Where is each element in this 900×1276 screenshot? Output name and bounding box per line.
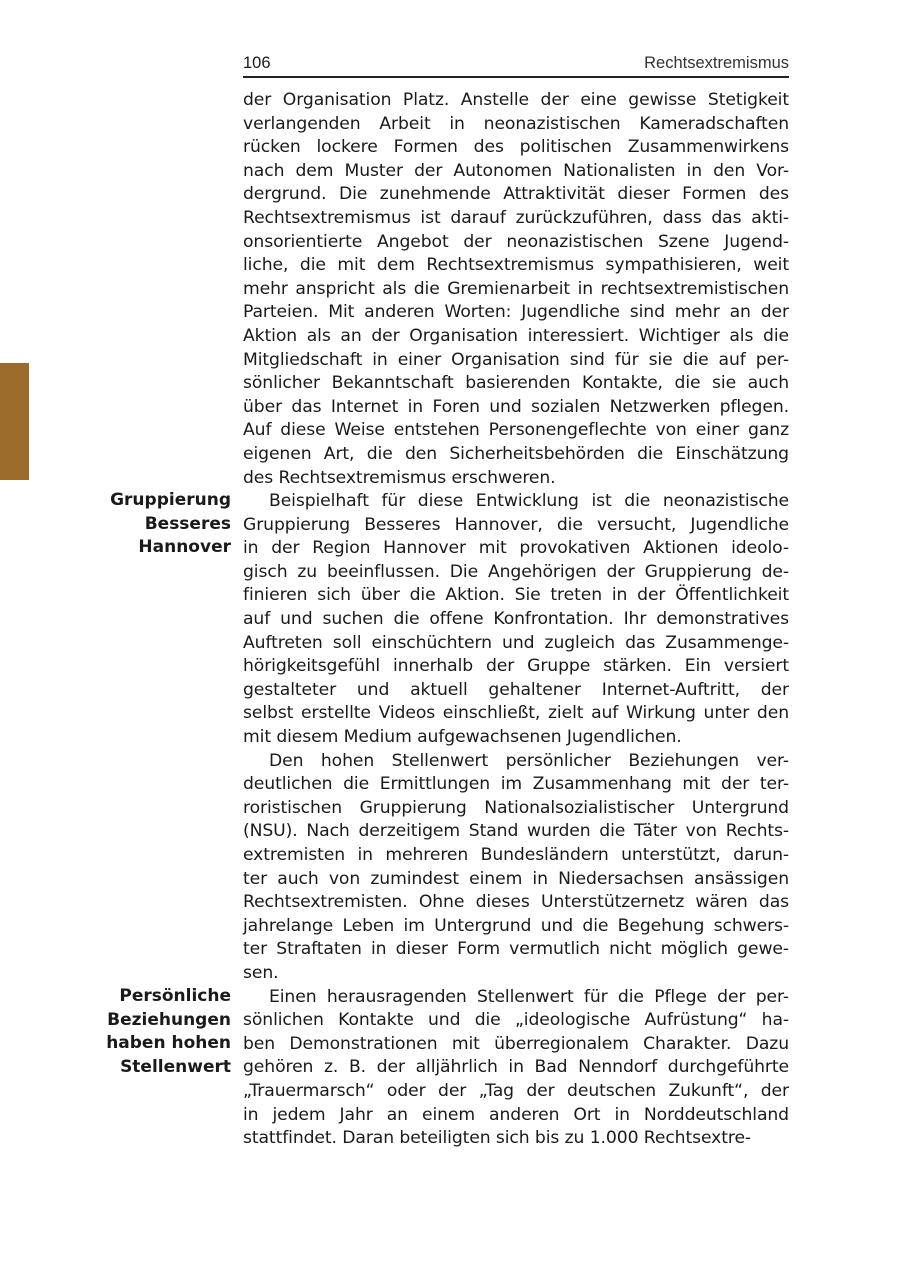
text-line [243,89,789,113]
text-line [243,655,789,679]
text-line-content: finieren sich über die Aktion. Sie treten in der Öffentlichkeit [243,585,789,606]
text-line-content: rücken lockere Formen des politischen Zusammenwirkens [243,137,789,158]
paragraph [243,490,789,750]
text-line [243,773,789,797]
text-line [243,1080,789,1104]
text-line [243,136,789,160]
margin-note-line: haben hohen [106,1033,231,1054]
text-line-content: ter Straftaten in dieser Form vermutlich nicht möglich gewe- [243,939,789,960]
margin-note-line: Persönliche [119,986,231,1006]
text-line-content: onsorientierte Angebot der neonazistischen Szene Jugend- [243,231,789,252]
text-line [243,325,789,349]
text-line-content: eigenen Art, die den Sicherheitsbehörden die Einschätzung [243,443,789,464]
text-line-content: mehr anspricht als die Gremienarbeit in rechtsextremistischen [243,278,789,299]
text-line [243,561,789,585]
text-line [243,797,789,821]
text-line-content: Den hohen Stellenwert persönlicher Beziehungen ver- [269,750,789,771]
text-line [243,726,789,750]
text-line [243,419,789,443]
text-line-content: sönlichen Kontakte und die „ideologische Aufrüstung“ ha- [243,1010,789,1031]
text-line-content: extremisten in mehreren Bundesländern unterstützt, darun- [243,845,789,865]
paragraph [243,986,789,1151]
text-line-content: deutlichen die Ermittlungen im Zusammenhang mit der ter- [243,774,789,795]
text-line-content: über das Internet in Foren und sozialen Netzwerken pflegen. [243,396,789,417]
text-line [243,632,789,656]
body-text [243,89,789,1151]
margin-note-besseres-hannover [110,489,231,560]
margin-note-line: Gruppierung [110,490,231,510]
text-line-content: des Rechtsextremismus erschweren. [243,467,556,488]
text-line [243,183,789,207]
text-line-content: Aktion als an der Organisation interessiert. Wichtiger als die [243,325,789,346]
page-number: 106 [243,54,271,72]
text-line [243,537,789,561]
text-line-content: Auftreten soll einschüchtern und zugleich das Zusammenge- [243,632,789,653]
text-line-content: sen. [243,962,279,983]
text-line [243,490,789,514]
paragraph [243,750,789,986]
text-line [243,278,789,302]
text-line [243,608,789,632]
running-title: Rechtsextremismus [644,54,789,72]
text-line [243,1033,789,1057]
text-line-content: Parteien. Mit anderen Worten: Jugendliche sind mehr an der [243,302,789,323]
text-line [243,891,789,915]
text-line-content: gestalteter und aktuell gehaltener Internet-Auftritt, der [243,679,789,700]
text-line-content: Mitgliedschaft in einer Organisation sind für sie die auf per- [243,349,789,370]
text-line [243,962,789,986]
text-line [243,301,789,325]
text-line-content: dergrund. Die zunehmende Attraktivität dieser Formen des [243,184,789,205]
text-line-content: gehören z. B. der alljährlich in Bad Nenndorf durchgeführte [243,1057,789,1078]
text-line-content: gisch zu beeinflussen. Die Angehörigen der Gruppierung de- [243,561,789,582]
text-line [243,820,789,844]
text-line [243,986,789,1010]
text-line-content: Rechtsextremisten. Ohne dieses Unterstützernetz wären das [243,892,789,913]
text-line [243,113,789,137]
text-line-content: jahrelange Leben im Untergrund und die Begehung schwers- [243,915,789,936]
text-line-content: hörigkeitsgefühl innerhalb der Gruppe stärken. Ein versiert [243,656,789,677]
text-line [243,514,789,538]
text-line [243,584,789,608]
text-line [243,679,789,703]
text-line-content: Gruppierung Besseres Hannover, die versucht, Jugendliche [243,514,789,535]
text-line [243,1009,789,1033]
margin-note-persoenliche-beziehungen [106,985,231,1079]
text-line [243,702,789,726]
text-line [243,1056,789,1080]
text-line-content: selbst erstellte Videos einschließt, zielt auf Wirkung unter den [243,703,789,724]
text-line [243,396,789,420]
text-line-content: der Organisation Platz. Anstelle der eine gewisse Stetigkeit [243,90,789,110]
text-line-content: ben Demonstrationen mit überregionalem Charakter. Dazu [243,1033,789,1054]
text-line [243,868,789,892]
text-line [243,443,789,467]
running-header [243,52,789,78]
margin-note-line: Besseres [144,513,231,534]
text-line [243,207,789,231]
text-line-content: (NSU). Nach derzeitigem Stand wurden die Täter von Rechts- [243,821,789,842]
text-line-content: Beispielhaft für diese Entwicklung ist die neonazistische [269,491,789,512]
text-line [243,372,789,396]
paragraph [243,89,789,490]
chapter-thumb-tab [0,363,29,480]
text-line [243,160,789,184]
text-line-content: in der Region Hannover mit provokativen Aktionen ideolo- [243,538,789,559]
text-line-content: Einen herausragenden Stellenwert für die Pflege der per- [269,986,789,1007]
text-line [243,915,789,939]
text-line [243,1104,789,1128]
text-line-content: roristischen Gruppierung Nationalsozialistischer Untergrund [243,797,789,818]
text-line-content: Auf diese Weise entstehen Personengeflechte von einer ganz [243,420,789,441]
text-line [243,231,789,255]
text-line [243,844,789,868]
text-line-content: mit diesem Medium aufgewachsenen Jugendlichen. [243,727,682,748]
text-line-content: Rechtsextremismus ist darauf zurückzuführen, dass das akti- [243,207,789,228]
text-line-content: nach dem Muster der Autonomen Nationalisten in den Vor- [243,160,789,181]
text-line-content: auf und suchen die offene Konfrontation. Ihr demonstratives [243,609,789,630]
text-line-content: liche, die mit dem Rechtsextremismus sympathisieren, weit [243,255,789,276]
text-line-content: „Trauermarsch“ oder der „Tag der deutschen Zukunft“, der [243,1080,789,1101]
text-line [243,349,789,373]
text-line-content: stattfindet. Daran beteiligten sich bis zu 1.000 Rechtsextre- [243,1128,752,1149]
margin-note-line: Hannover [138,537,231,558]
margin-note-line: Beziehungen [107,1009,231,1030]
text-line-content: verlangenden Arbeit in neonazistischen Kameradschaften [243,113,789,134]
text-line-content: in jedem Jahr an einem anderen Ort in Norddeutschland [243,1104,789,1125]
text-line [243,750,789,774]
text-line [243,938,789,962]
text-line [243,1127,789,1151]
text-line-content: ter auch von zumindest einem in Niedersachsen ansässigen [243,868,789,889]
text-line [243,467,789,491]
text-line [243,254,789,278]
margin-note-line: Stellenwert [120,1056,231,1077]
text-line-content: sönlicher Bekanntschaft basierenden Kontakte, die sie auch [243,373,789,394]
